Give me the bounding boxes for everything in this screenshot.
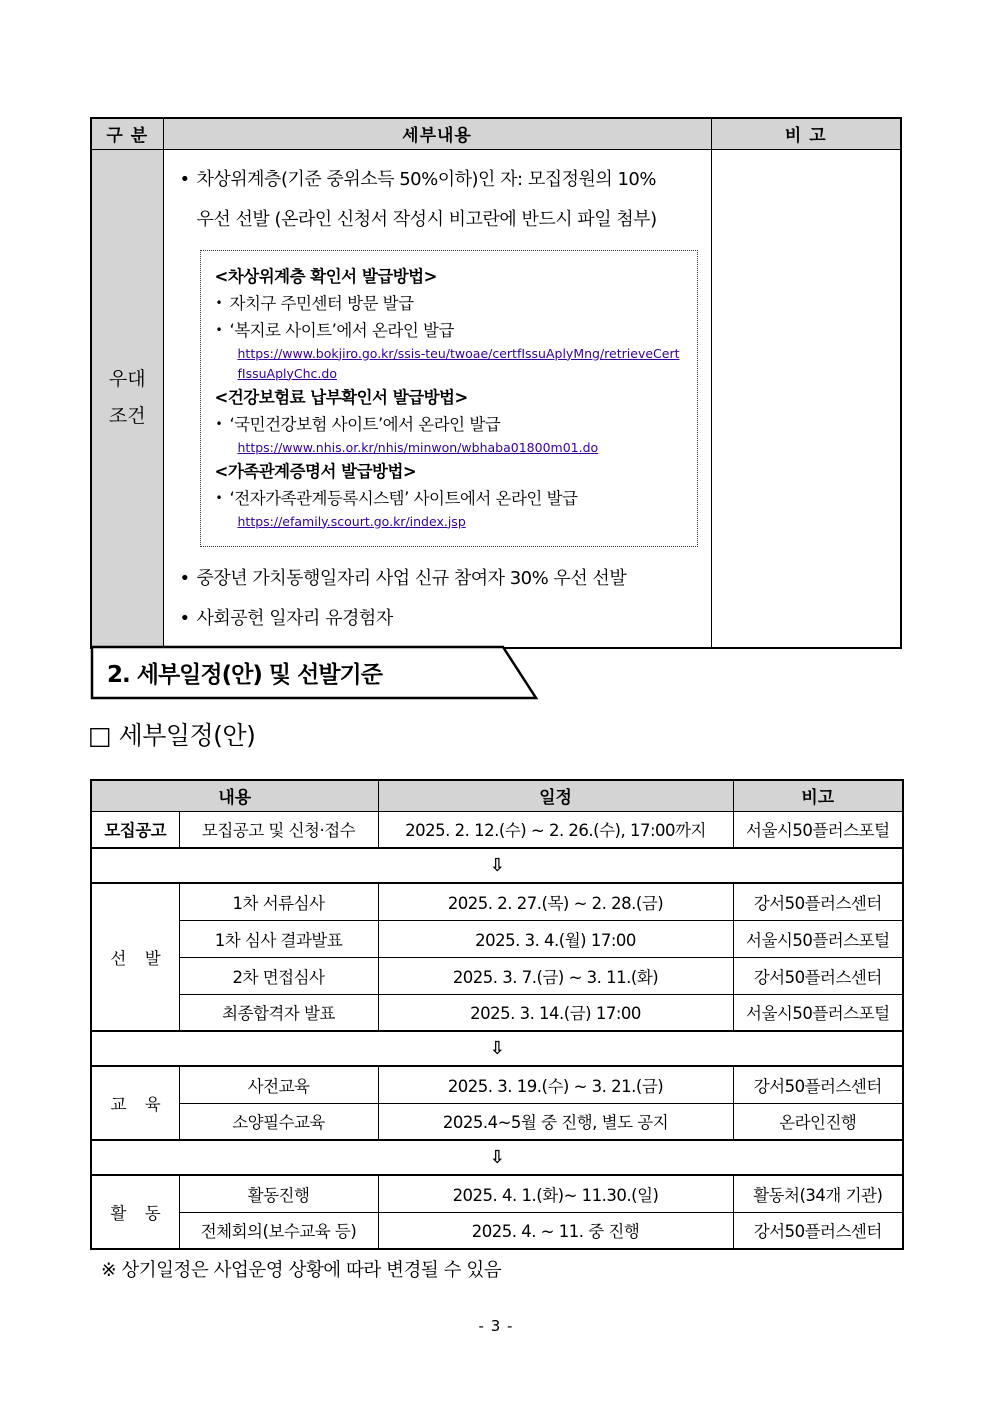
section-banner xyxy=(90,645,540,701)
cell-date: 2025. 2. 12.(수) ~ 2. 26.(수), 17:00까지 xyxy=(378,811,733,848)
cell-task: 2차 면접심사 xyxy=(179,957,378,994)
cell-remark: 강서50플러스센터 xyxy=(733,883,903,920)
table-row-education-1 xyxy=(91,1066,903,1103)
category-label-line1: 우대 xyxy=(108,368,146,391)
table-row-selection-2 xyxy=(91,920,903,957)
down-arrow-icon: ⇩ xyxy=(91,848,903,883)
cell-remark: 서울시50플러스포털 xyxy=(733,994,903,1031)
cell-remark: 활동처(34개 기관) xyxy=(733,1175,903,1212)
cell-remark: 서울시50플러스포털 xyxy=(733,811,903,848)
info-box-item: • ‘복지로 사이트’에서 온라인 발급 xyxy=(215,317,683,344)
down-arrow-icon: ⇩ xyxy=(91,1031,903,1066)
cell-task: 1차 심사 결과발표 xyxy=(179,920,378,957)
cell-task: 전체회의(보수교육 등) xyxy=(179,1212,378,1249)
page-number: - 3 - xyxy=(478,1317,514,1335)
bullet-low-income-line2: 우선 선발 (온라인 신청서 작성시 비고란에 반드시 파일 첨부) xyxy=(196,208,657,230)
schedule-footnote: ※ 상기일정은 사업운영 상황에 따라 변경될 수 있음 xyxy=(101,1260,502,1281)
cell-date: 2025. 2. 27.(목) ~ 2. 28.(금) xyxy=(378,883,733,920)
cell-date: 2025. 3. 4.(월) 17:00 xyxy=(378,920,733,957)
group-label-announcement: 모집공고 xyxy=(91,811,179,848)
col-header-remark: 비 고 xyxy=(711,118,901,149)
cell-task: 1차 서류심사 xyxy=(179,883,378,920)
cell-date: 2025. 4. 1.(화)~ 11.30.(일) xyxy=(378,1175,733,1212)
info-box-title-health-insurance-cert: <건강보험료 납부확인서 발급방법> xyxy=(214,387,468,407)
cell-task: 최종합격자 발표 xyxy=(179,994,378,1031)
cell-remark: 강서50플러스센터 xyxy=(733,957,903,994)
cell-date: 2025. 4. ~ 11. 중 진행 xyxy=(378,1212,733,1249)
table-row-education-2 xyxy=(91,1103,903,1140)
col-header-category: 구 분 xyxy=(91,118,163,149)
table-row-selection-4 xyxy=(91,994,903,1031)
bullet-low-income xyxy=(178,160,701,240)
group-label-activity: 활 동 xyxy=(91,1175,179,1249)
cell-date: 2025. 3. 14.(금) 17:00 xyxy=(378,994,733,1031)
section-title: 2. 세부일정(안) 및 선발기준 xyxy=(107,661,382,688)
efamily-link[interactable]: https://efamily.scourt.go.kr/index.jsp xyxy=(237,513,466,529)
cell-date: 2025.4~5월 중 진행, 별도 공지 xyxy=(378,1103,733,1140)
bullet-low-income-line1: • 차상위계층(기준 중위소득 50%이하)인 자: 모집정원의 10% xyxy=(196,168,656,190)
schedule-table xyxy=(90,779,904,1250)
bullet-new-participant: • 중장년 가치동행일자리 사업 신규 참여자 30% 우선 선발 xyxy=(178,559,701,599)
preference-table xyxy=(90,117,902,649)
col-header-remark: 비고 xyxy=(733,780,903,811)
cell-remark: 서울시50플러스포털 xyxy=(733,920,903,957)
bullet-experienced: • 사회공헌 일자리 유경험자 xyxy=(178,599,701,639)
cell-remark: 강서50플러스센터 xyxy=(733,1212,903,1249)
remark-cell-empty xyxy=(711,149,901,648)
preference-table-header-row xyxy=(91,118,901,149)
group-label-education: 교 육 xyxy=(91,1066,179,1140)
cell-remark: 온라인진행 xyxy=(733,1103,903,1140)
table-row-selection-3 xyxy=(91,957,903,994)
cell-task: 사전교육 xyxy=(179,1066,378,1103)
preference-table-body-row xyxy=(91,149,901,648)
nhis-link[interactable]: https://www.nhis.or.kr/nhis/minwon/wbhaba01800m01.do xyxy=(237,439,599,455)
cell-date: 2025. 3. 7.(금) ~ 3. 11.(화) xyxy=(378,957,733,994)
certificate-issue-info-box xyxy=(200,250,698,547)
flow-arrow-row xyxy=(91,848,903,883)
cell-remark: 강서50플러스센터 xyxy=(733,1066,903,1103)
cell-task: 활동진행 xyxy=(179,1175,378,1212)
col-header-date: 일정 xyxy=(378,780,733,811)
info-box-item: • ‘전자가족관계등록시스템’ 사이트에서 온라인 발급 xyxy=(215,485,683,512)
down-arrow-icon: ⇩ xyxy=(91,1140,903,1175)
info-box-item: • 자치구 주민센터 방문 발급 xyxy=(215,290,683,317)
info-box-title-family-relation-cert: <가족관계증명서 발급방법> xyxy=(214,461,417,481)
row-label-preferential-conditions xyxy=(91,149,163,648)
table-row-activity-1 xyxy=(91,1175,903,1212)
sub-heading-detail-schedule: □ 세부일정(안) xyxy=(88,721,256,750)
cell-task: 소양필수교육 xyxy=(179,1103,378,1140)
details-cell xyxy=(163,149,711,648)
flow-arrow-row xyxy=(91,1140,903,1175)
table-row-activity-2 xyxy=(91,1212,903,1249)
table-row-selection-1 xyxy=(91,883,903,920)
cell-date: 2025. 3. 19.(수) ~ 3. 21.(금) xyxy=(378,1066,733,1103)
info-box-item: • ‘국민건강보험 사이트’에서 온라인 발급 xyxy=(215,411,683,438)
col-header-content: 내용 xyxy=(91,780,378,811)
bokjiro-link[interactable]: https://www.bokjiro.go.kr/ssis-teu/twoae/certfIssuAplyMng/retrieveCertfIssuAplyChc.do xyxy=(237,345,680,381)
group-label-selection: 선 발 xyxy=(91,883,179,1031)
category-label-line2: 조건 xyxy=(108,405,146,427)
table-row-announcement xyxy=(91,811,903,848)
col-header-details: 세부내용 xyxy=(163,118,711,149)
flow-arrow-row xyxy=(91,1031,903,1066)
info-box-title-low-income-cert: <차상위계층 확인서 발급방법> xyxy=(214,266,437,286)
cell-task: 모집공고 및 신청·접수 xyxy=(179,811,378,848)
schedule-header-row xyxy=(91,780,903,811)
